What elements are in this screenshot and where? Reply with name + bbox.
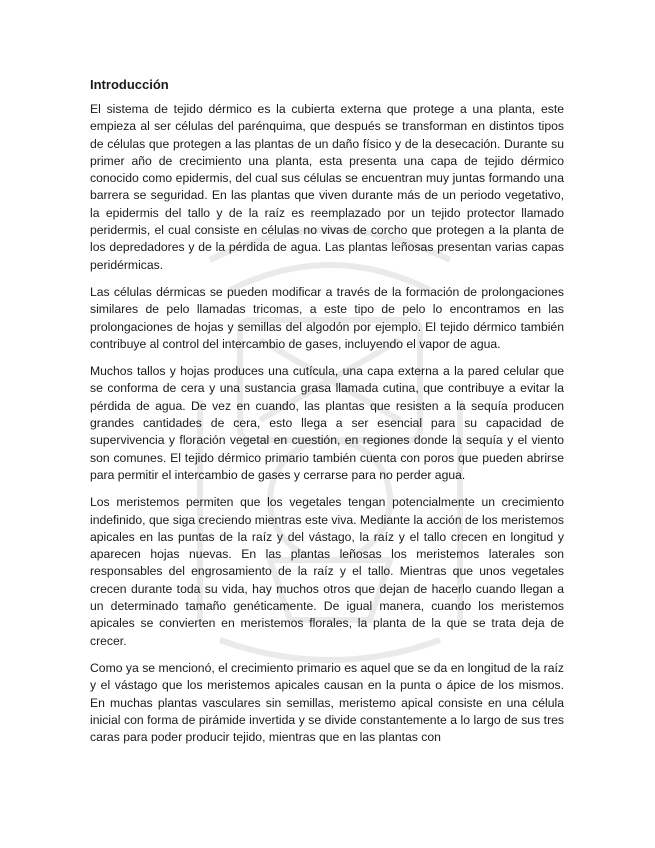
paragraph-2: Las células dérmicas se pueden modificar a través de la formación de prolongaciones similares de pelo llamadas tricomas, a este tipo de pelo lo encontramos en las prolongaciones de hojas y semillas del algodón por ejemplo. El tejido dérmico también contribuye al control del intercambio de gases, incluyendo el vapor de agua. [90, 284, 564, 351]
paragraph-5: Como ya se mencionó, el crecimiento primario es aquel que se da en longitud de la raíz y el vástago que los meristemos apicales causan en la punta o ápice de los mismos. En muchas plantas vasculares sin semillas, meristemo apical consiste en una célula inicial con forma de pirámide invertida y se divide constantemente a lo largo de sus tres caras para poder producir tejido, mientras que en las plantas con [90, 660, 564, 745]
section-heading: Introducción [90, 77, 169, 92]
paragraph-1: El sistema de tejido dérmico es la cubierta externa que protege a una planta, este empieza al ser células del parénquima, que después se transforman en distintos tipos de células que protegen a las plantas de un daño físico y de la desecación. Durante su primer año de crecimiento una planta, esta presenta una capa de tejido dérmico conocido como epidermis, del cual sus células se encuentran muy juntas formando una barrera se seguridad. En las plantas que viven durante más de un periodo vegetativo, la epidermis del tallo y de la raíz es reemplazado por un tejido protector llamado peridermis, el cual consiste en células no vivas de corcho que protegen a la planta de los depredadores y de la pérdida de agua. Las plantas leñosas presentan varias capas peridérmicas. [90, 102, 564, 272]
paragraph-3: Muchos tallos y hojas produces una cutícula, una capa externa a la pared celular que se conforma de cera y una sustancia grasa llamada cutina, que contribuye a evitar la pérdida de agua. De vez en cuando, las plantas que resisten a la sequía producen grandes cantidades de cera, esto llega a ser esencial para su capacidad de supervivencia y floración vegetal en cuestión, en regiones donde la sequía y el viento son comunes. El tejido dérmico primario también cuenta con poros que pueden abrirse para permitir el intercambio de gases y cerrarse para no perder agua. [90, 364, 564, 482]
paragraph-4: Los meristemos permiten que los vegetales tengan potencialmente un crecimiento indefinido, que siga creciendo mientras este viva. Mediante la acción de los meristemos apicales en las puntas de la raíz y del vástago, la raíz y el tallo crecen en longitud y aparecen hojas nuevas. En las plantas leñosas los meristemos laterales son responsables del engrosamiento de la raíz y el tallo. Mientras que unos vegetales crecen durante toda su vida, hay muchos otros que dejan de hacerlo cuando llegan a un determinado tamaño genéticamente. De igual manera, cuando los meristemos apicales se convierten en meristemos florales, la planta de la que se trata deja de crecer. [90, 495, 564, 648]
document-page [90, 76, 564, 756]
